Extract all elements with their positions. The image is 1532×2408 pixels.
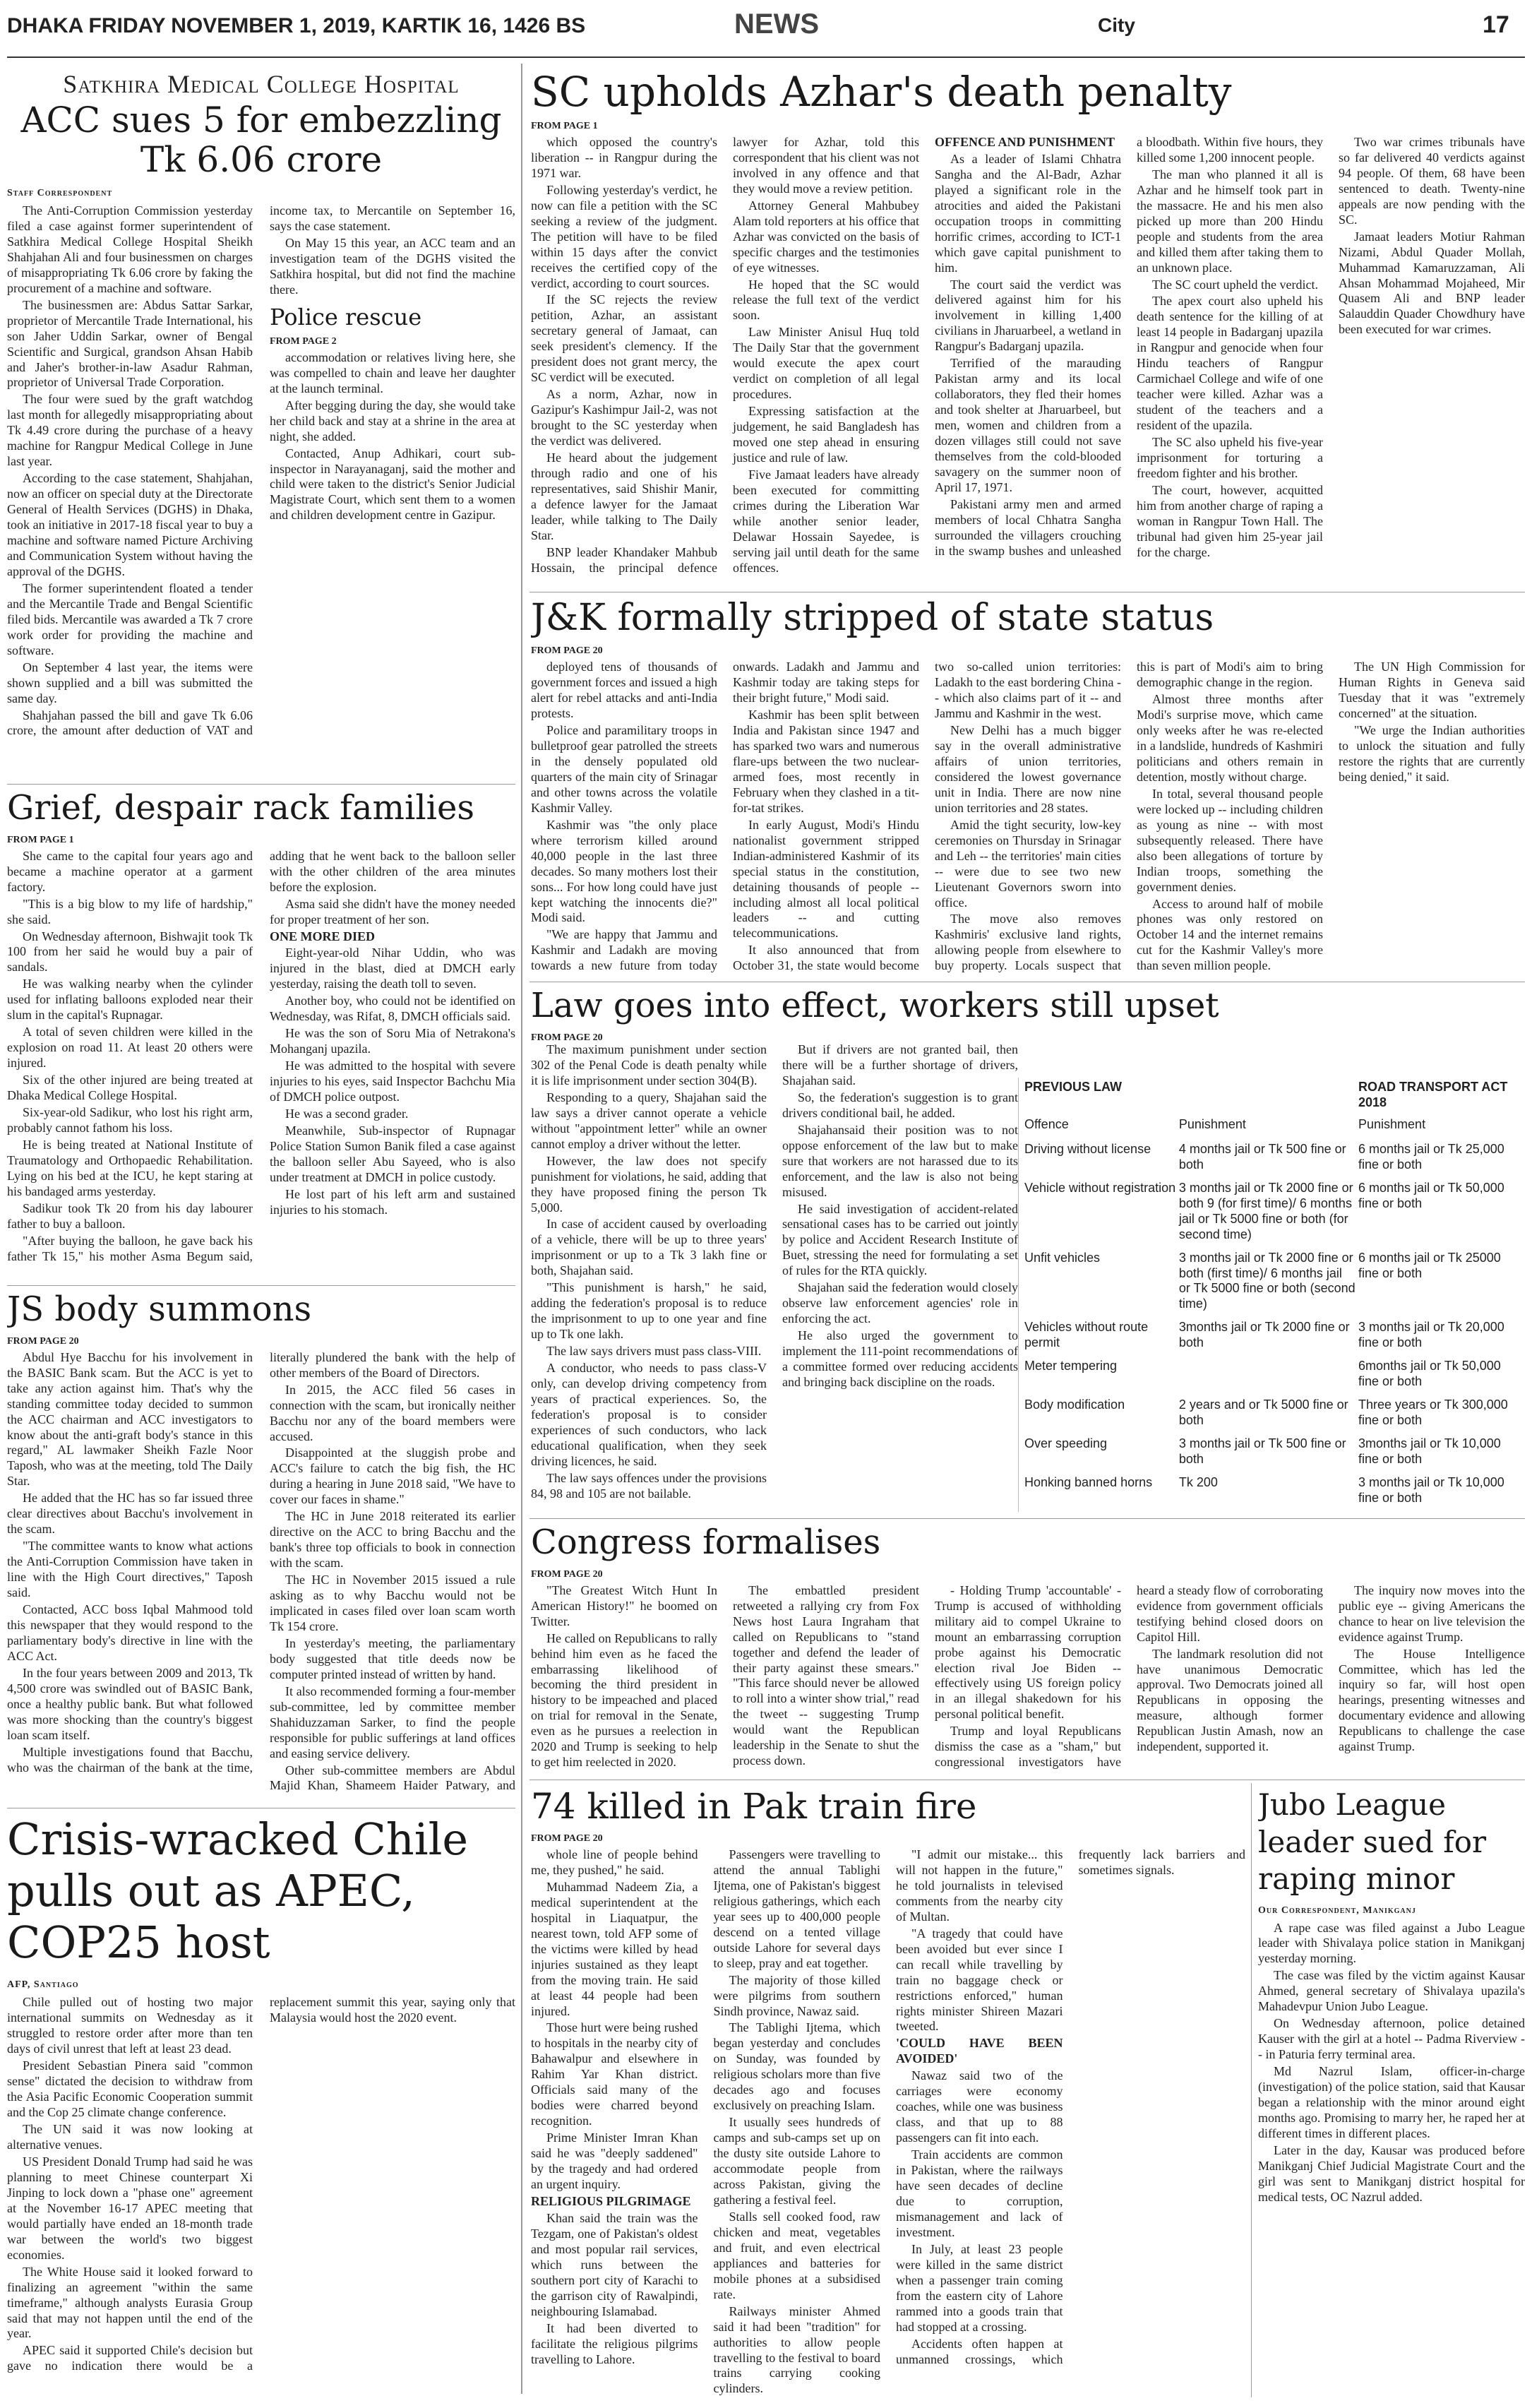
paragraph: Abdul Hye Bacchu for his involvement in the BASIC Bank scam. But the ACC is yet to take any action against him. That's why the standing committee today decided to summon the ACC chairman and ACC investigators to know about the anti-graft body's stance in this regard," AL lawmaker Sheikh Fazle Noor Taposh, who was at the meeting, told The Daily Star. <box>7 1349 253 1489</box>
paragraph: Other sub-committee members are Abdul Majid Khan, Shameem Haider Patwary, and <box>270 1763 515 1793</box>
paragraph: New Delhi has a much bigger say in the overall administrative affairs of union territories, considered the lowest governance unit in India. There are now nine union territories and 28 states. <box>935 723 1121 815</box>
column-rule-left <box>521 64 522 2394</box>
paragraph: The landmark resolution did not have unanimous Democratic approval. Two Democrats joined all Republicans in opposing the measure, although former Republican Justin Amash, now an independent, supported it. <box>1137 1646 1323 1754</box>
paragraph: In the four years between 2009 and 2013, Tk 4,500 crore was swindled out of BASIC Bank, once a healthy public bank. But what followed was more shocking than the country's biggest loan scam itself. <box>7 1665 253 1742</box>
paragraph: US President Donald Trump had said he was planning to meet Chinese counterpart Xi Jinping to lock down a "phase one" agreement at the November 16-17 APEC meeting that would partially have ended an 18-month trade war between the world's two biggest economies. <box>7 2154 253 2262</box>
story-headline: 74 killed in Pak train fire <box>531 1787 977 1827</box>
paragraph: The UN High Commission for Human Rights in Geneva said Tuesday that it was "extremely concerned" at the situation. <box>1339 660 1525 721</box>
paragraph: The HC in June 2018 reiterated its earlier directive on the ACC to bring Bacchu and the bank's three top officials to book in connection with the scam. <box>270 1509 515 1570</box>
story-body <box>531 135 1525 587</box>
table-row <box>1024 1434 1523 1473</box>
paragraph: Kashmir was "the only place where terrorism killed around 40,000 people in the last three decades. So many mothers lost their sons... For how long could have just kept watching the innocents die?" Modi said. <box>531 817 717 925</box>
paragraph: On May 15 this year, an ACC team and an investigation team of the DGHS visited the Satkhira hospital, but did not find the machine there. <box>270 235 515 297</box>
story-dateline: FROM PAGE 20 <box>531 1032 603 1043</box>
subsection-name: City <box>1098 14 1135 36</box>
story-dateline: FROM PAGE 20 <box>531 1568 603 1580</box>
paragraph: He hoped that the SC would release the full text of the verdict soon. <box>733 277 919 323</box>
paragraph: The apex court also upheld his death sentence for the killing of at least 14 people in Badarganj upazila in Rangpur and genocide when four Hindu teachers of Rangpur Carmichael College and wife of one teacher were killed. Azhar was a student of the teachers and a resident of the upazila. <box>1137 294 1323 433</box>
previous-punishment-cell: 3 months jail or Tk 500 fine or both <box>1178 1436 1346 1467</box>
new-punishment-cell: 6months jail or Tk 50,000 fine or both <box>1358 1359 1501 1389</box>
paragraph: It had been diverted to facilitate the religious pilgrims travelling to Lahore. <box>531 2320 698 2366</box>
paragraph: She came to the capital four years ago and became a machine operator at a garment factory. <box>7 848 253 894</box>
story-law-effect <box>531 987 1525 1513</box>
rule-under-acc <box>7 784 515 785</box>
table-row <box>1024 1179 1523 1248</box>
rule-under-law <box>529 1518 1525 1519</box>
paragraph: He was a second grader. <box>285 1107 409 1121</box>
paragraph: Kashmir has been split between India and Pakistan since 1947 and has sparked two wars and numerous flare-ups between the two nuclear-armed foes, most recently in February when they clashed in a tit-for-tat strikes. <box>733 708 919 815</box>
paragraph: Train accidents are common in Pakistan, where the railways have seen decades of decline due to corruption, mismanagement and lack of investment. <box>896 2147 1063 2239</box>
offence-cell: Vehicle without registration <box>1024 1180 1176 1195</box>
paragraph: In case of accident caused by overloading of a vehicle, there will be up to three years' imprisonment or up to a Tk 3 lakh fine or both, Shajahan said. <box>531 1217 767 1278</box>
paragraph: Later in the day, Kausar was produced before Manikganj Chief Judicial Magistrate Court and the girl was sent to Manikganj district hospital for medical tests, OC Nazrul added. <box>1258 2142 1525 2204</box>
paragraph: Another boy, who could not be identified on Wednesday, was Rifat, 8, DMCH officials said. <box>270 994 515 1024</box>
paragraph: It also announced that from October 31, the state would become two so-called union territories: Ladakh to the east bordering China -- which also claims part of it -- and Jammu and Kashmir in the west. <box>733 660 1121 973</box>
new-punishment-cell: Three years or Tk 300,000 fine or both <box>1358 1397 1508 1428</box>
rule-left-pak-jubo <box>1251 1783 1252 2397</box>
paragraph: He said investigation of accident-related sensational cases has to be carried out jointly by police and Accident Research Institute of Buet, stressing the need for formulating a set of rules for the RTA quickly. <box>782 1201 1018 1278</box>
paragraph: The majority of those killed were pilgrims from southern Sindh province, Nawaz said. <box>713 1972 880 2018</box>
paragraph: "This is a big blow to my life of hardship," she said. <box>7 896 253 926</box>
paragraph: Multiple investigations found that Bacchu, who was the chairman of the bank at the time, literally plundered the bank with the help of other members of the Board of Directors. <box>7 1349 515 1775</box>
paragraph: BNP leader Khandaker Mahbub Hossain, the principal defence lawyer for Azhar, told this correspondent that his client was not involved in any offence and that they would move a review petition. <box>531 134 919 575</box>
paragraph: In total, several thousand people were locked up -- including children as young as nine -- with most subsequently released. There have also been allegations of torture by Indian troops, something the government denies. <box>1137 786 1323 894</box>
paragraph: A total of seven children were killed in the explosion on road 11. At least 20 others were injured. <box>7 1025 253 1071</box>
paragraph: He heard about the judgement through radio and one of his representatives, said Shishir Manir, a defence lawyer for the Jamaat leader, while talking to The Daily Star. <box>531 451 717 542</box>
paragraph: Contacted, Anup Adhikari, court sub-inspector in Narayanaganj, said the mother and child were taken to the district's Senior Judicial Magistrate Court, which sent them to a women and children development centre in Gazipur. <box>270 446 515 523</box>
previous-punishment-cell: 4 months jail or Tk 500 fine or both <box>1178 1141 1346 1172</box>
column-header-punishment-previous: Punishment <box>1178 1116 1246 1131</box>
paragraph: He is being treated at National Institute of Traumatology and Orthopaedic Rehabilitation. Lying on his bed at the ICU, he kept staring at his bandaged arms yesterday. <box>7 1137 253 1198</box>
table-row <box>1024 1395 1523 1434</box>
story-jubo-league <box>1258 1787 1525 2400</box>
column-header-offence: Offence <box>1024 1116 1069 1131</box>
story-body <box>531 660 1525 977</box>
paragraph: Almost three months after Modi's surprise move, which came only weeks after he was re-elected in a landslide, hundreds of Kashmiri politicians and others remain in detention, mostly without charge. <box>1137 692 1323 784</box>
paragraph: Expressing satisfaction at the judgement, he said Bangladesh has moved one step ahead in ensuring justice and rule of law. <box>733 404 919 465</box>
offence-cell: Honking banned horns <box>1024 1475 1153 1490</box>
paragraph: He also urged the government to implement the 111-point recommendations of a committee formed over reducing accidents and bringing back discipline on the roads. <box>782 1328 1018 1390</box>
paragraph: accommodation or relatives living here, she was compelled to chain and leave her daughter at the launch terminal. <box>270 350 515 395</box>
paragraph: It also recommended forming a four-member sub-committee, led by committee member Shahiduzzaman Sarker, to find the people responsible for public sufferings at land offices and easing service delivery. <box>270 1683 515 1760</box>
story-body <box>7 1350 515 1802</box>
previous-punishment-cell <box>1179 1357 1358 1395</box>
story-headline: JS body summons <box>7 1291 312 1329</box>
paragraph: Chile pulled out of hosting two major international summits on Wednesday as it struggled to restore order after more than ten days of civil unrest that left at least 23 dead. <box>7 1995 253 2056</box>
paragraph: The law says drivers must pass class-VIII. <box>546 1344 762 1359</box>
offence-cell: Body modification <box>1024 1397 1125 1412</box>
paragraph: As a norm, Azhar, now in Gazipur's Kashimpur Jail-2, was not brought to the SC yesterday when the verdict was delivered. <box>531 387 717 448</box>
story-byline: AFP, Santiago <box>7 1979 79 1991</box>
story-dateline: FROM PAGE 20 <box>531 645 603 657</box>
paragraph: Shajahan said the federation would closely observe law enforcement agencies' role in enforcing the act. <box>782 1280 1018 1326</box>
paragraph: "We are happy that Jammu and Kashmir and Ladakh are moving towards a new future from today onwards. Ladakh and Jammu and Kashmir today are taking steps for their bright future," Modi said. <box>531 660 919 973</box>
paragraph: "A tragedy that could have been avoided but ever since I can recall while travelling by train no baggage check or restrictions enforced," human rights minister Shireen Mazari tweeted. <box>896 1926 1063 2034</box>
paragraph: The HC in November 2015 issued a rule asking as to why Bacchu would not be implicated in cases filed over loan scam worth Tk 154 crore. <box>270 1573 515 1633</box>
paragraph: As a leader of Islami Chhatra Sangha and the Al-Badr, Azhar played a significant role in the atrocities and aided the Pakistani occupation troops in committing horrific crimes, according to ICT-1 which gave capital punishment to him. <box>935 151 1121 275</box>
paragraph: Six of the other injured are being treated at Dhaka Medical College Hospital. <box>7 1073 253 1103</box>
paragraph: The law says offences under the provisions 84, 98 and 105 are not bailable. <box>531 1470 767 1501</box>
paragraph: "This punishment is harsh," he said, adding the federation's proposal is to reduce the imprisonment to up to one year and fine up to Tk one lakh. <box>531 1280 767 1342</box>
offence-cell: Vehicles without route permit <box>1024 1320 1149 1350</box>
offence-cell: Over speeding <box>1024 1436 1108 1451</box>
paragraph: He lost part of his left arm and sustained injuries to his stomach. <box>270 1186 515 1217</box>
paragraph: Amid the tight security, low-key ceremonies on Thursday in Srinagar and Leh -- the territories' main cities -- were due to see two new Lieutenant Governors sworn into office. <box>935 817 1121 910</box>
story-body <box>1258 1921 1525 2373</box>
paragraph: The court, however, acquitted him from another charge of raping a woman in Rangpur Town Hall. The tribunal had given him 25-year jail for the charge. <box>1137 482 1323 559</box>
story-pak-train-fire <box>531 1787 1245 2400</box>
paragraph: Md Nazrul Islam, officer-in-charge (investigation) of the police station, said that Kausar began a relationship with the minor around eight months ago. Promising to marry her, he raped her at different times in different places. <box>1258 2064 1525 2140</box>
paragraph: But if drivers are not granted bail, then there will be a further shortage of drivers, Shajahan said. <box>782 1042 1018 1087</box>
paragraph: Asma said she didn't have the money needed for proper treatment of her son. <box>270 896 515 926</box>
new-punishment-cell: 6 months jail or Tk 50,000 fine or both <box>1358 1180 1504 1210</box>
offence-cell: Unfit vehicles <box>1024 1250 1101 1265</box>
previous-punishment-cell: 2 years and or Tk 5000 fine or both <box>1178 1397 1348 1428</box>
story-grief-despair <box>7 789 515 1282</box>
issue-date: DHAKA FRIDAY NOVEMBER 1, 2019, KARTIK 16, 1426 BS <box>7 14 586 37</box>
paragraph: Six-year-old Sadikur, who lost his right arm, probably cannot fathom his loss. <box>7 1105 253 1135</box>
story-body <box>7 1995 515 2390</box>
previous-punishment-cell: Tk 200 <box>1178 1475 1218 1490</box>
paragraph: - Holding Trump 'accountable' - Trump is accused of withholding military aid to compel Ukraine to mount an embarrassing corruption probe against his Democratic election rival Joe Biden -- effectively using US foreign policy in an illegal shakedown for his personal political benefit. <box>935 1583 1121 1722</box>
paragraph: The man who planned it all is Azhar and he himself took part in the massacre. He and his men also picked up more than 200 Hindu people and students from the area and killed them after taking them to an unknown place. <box>1137 167 1323 275</box>
paragraph: The inquiry now moves into the public eye -- giving Americans the chance to hear on live television the evidence against Trump. <box>1339 1583 1525 1644</box>
paragraph: The House Intelligence Committee, which has led the inquiry so far, will host open hearings, presenting witnesses and documentary evidence and allowing Republicans to challenge the case against Trump. <box>1339 1646 1525 1754</box>
story-congress-formalises <box>531 1524 1525 1777</box>
story-subhead: OFFENCE AND PUNISHMENT <box>935 134 1115 149</box>
previous-punishment-cell: 3months jail or Tk 2000 fine or both <box>1178 1320 1350 1350</box>
paragraph: It usually sees hundreds of camps and sub-camps set up on the dusty site outside Lahore to accommodate people from across Pakistan, giving the gathering a festival feel. <box>713 2115 880 2207</box>
story-dateline: FROM PAGE 1 <box>7 834 74 845</box>
offence-cell: Driving without license <box>1024 1141 1151 1156</box>
paragraph: On Wednesday afternoon, police detained Kauser with the girl at a hotel -- Padma Riverview -- in Paturia ferry terminal area. <box>1258 2016 1525 2062</box>
paragraph: deployed tens of thousands of government forces and issued a high alert for rebel attacks and anti-India protests. <box>531 660 717 721</box>
paragraph: Attorney General Mahbubey Alam told reporters at his office that Azhar was convicted on the basis of specific charges and the testimonies of eye witnesses. <box>733 198 919 275</box>
paragraph: He called on Republicans to rally behind him even as he faced the embarrassing likelihood of becoming the third president in history to be impeached and placed on trial for removal in the Senate, even as he pursues a reelection in 2020 and Trump is seeking to help to get him reelected in 2020. <box>531 1631 717 1770</box>
paragraph: Stalls sell cooked food, raw chicken and meat, vegetables and fruit, and even electrical appliances and batteries for mobile phones at a subsidised rate. <box>713 2209 880 2301</box>
paragraph: In 2015, the ACC filed 56 cases in connection with the scam, but ironically neither Bacchu nor any of the board members were accused. <box>270 1382 515 1443</box>
paragraph: According to the case statement, Shahjahan, now an officer on special duty at the Directorate General of Health Services (DGHS) in Dhaka, took an initiative in 2017-18 fiscal year to buy a machine and software named Picture Archiving and Communication System without having the approval of the DGHS. <box>7 471 253 578</box>
column-header-punishment-new: Punishment <box>1358 1116 1426 1131</box>
paragraph: In July, at least 23 people were killed in the same district when a passenger train coming from the eastern city of Lahore rammed into a goods train that had stopped at a crossing. <box>896 2241 1063 2334</box>
paragraph: "We urge the Indian authorities to unlock the situation and fully restore the rights that are currently being denied," it said. <box>1339 723 1525 784</box>
paragraph: A rape case was filed against a Jubo League leader with Shivalaya police station in Manikganj yesterday morning. <box>1258 1920 1525 1966</box>
new-punishment-cell: 3 months jail or Tk 20,000 fine or both <box>1358 1320 1504 1350</box>
story-body <box>7 849 515 1280</box>
paragraph: The Anti-Corruption Commission yesterday filed a case against former superintendent of Satkhira Medical College Hospital Sheikh Shahjahan Ali and four businessmen on charges of misappropriating Tk 6.06 crore by faking the procurement of a machine and software. <box>7 203 253 295</box>
paragraph: On September 4 last year, the items were shown supplied and a bill was submitted the same day. <box>7 660 253 705</box>
previous-punishment-cell: 3 months jail or Tk 2000 fine or both 9 (for first time)/ 6 months jail or Tk 5000 fine or both (for second time) <box>1178 1180 1353 1241</box>
table-title-previous-law: PREVIOUS LAW <box>1024 1080 1123 1094</box>
paragraph: Jamaat leaders Motiur Rahman Nizami, Abdul Quader Mollah, Muhammad Kamaruzzaman, Ali Ahsan Mohammad Mojaheed, Mir Quasem Ali and BNP leader Salauddin Quader Chowdhury have been executed for war crimes. <box>1339 229 1525 337</box>
paragraph: The SC court upheld the verdict. <box>1152 277 1318 292</box>
story-dateline: FROM PAGE 20 <box>531 1833 603 1844</box>
paragraph: Pakistani army men and armed members of local Chhatra Sangha surrounded the villagers crouching in the swamp bushes and unleashed a bloodbath. Within five hours, they killed some 1,200 innocent people. <box>935 134 1323 558</box>
paragraph: Railways minister Ahmed said it had been "tradition" for authorities to allow people travelling to the festival to board trains carrying cooking cylinders. <box>713 2303 880 2396</box>
paragraph: A conductor, who needs to pass class-V only, can develop driving competency from years of practical experiences. So, the federation's proposal is to consider experiences of such conductors, who lack educational qualification, when they seek driving licences, he said. <box>531 1361 767 1468</box>
paragraph: In yesterday's meeting, the parliamentary body suggested that title deeds now be computer printed instead of written by hand. <box>270 1635 515 1681</box>
paragraph: The embattled president retweeted a rallying cry from Fox News host Laura Ingraham that called on Republicans to "stand together and defend the leader of their party against these smears." "This farce should never be allowed to roll into a winter show trial," read the tweet -- suggesting Trump would want the Republican leadership in the Senate to shut the process down. <box>733 1583 919 1768</box>
section-name: NEWS <box>734 8 819 40</box>
table-row <box>1024 1248 1523 1318</box>
story-headline: SC upholds Azhar's death penalty <box>531 69 1232 116</box>
story-byline: Staff Correspondent <box>7 188 113 198</box>
story-subhead: ONE MORE DIED <box>270 929 376 943</box>
story-byline: Our Correspondent, Manikganj <box>1258 1905 1416 1916</box>
paragraph: Accidents often happen at unmanned crossings, which frequently lack barriers and sometimes signals. <box>896 1847 1245 2366</box>
paragraph: The court said the verdict was delivered against him for his involvement in killing 1,400 civilians in Jharuarbeel, a wetland in Rangpur's Badarganj upazila. <box>935 277 1121 354</box>
story-js-body-summons <box>7 1291 515 1805</box>
paragraph: He added that the HC has so far issued three clear directives about Bacchu's involvement in the scam. <box>7 1491 253 1537</box>
paragraph: Contacted, ACC boss Iqbal Mahmood told this newspaper that they would respond to the parliamentary body's directive in line with the ACC Act. <box>7 1602 253 1663</box>
story-subhead: RELIGIOUS PILGRIMAGE <box>531 2193 691 2208</box>
paragraph: After begging during the day, she would take her child back and stay at a shrine in the area at night, she added. <box>270 398 515 443</box>
story-headline: ACC sues 5 for embezzling Tk 6.06 crore <box>20 100 502 180</box>
story-jk-status <box>531 597 1525 979</box>
table-row <box>1024 1357 1523 1395</box>
story-dateline: FROM PAGE 2 <box>270 335 337 347</box>
story-body <box>531 1583 1525 1775</box>
paragraph: He was admitted to the hospital with severe injuries to his eyes, said Inspector Bachchu Mia of DMCH police outpost. <box>270 1059 515 1104</box>
story-headline: Jubo League leader sued for raping minor <box>1258 1787 1487 1896</box>
story-acc-sues <box>7 69 515 779</box>
paragraph: Five Jamaat leaders have already been executed for committing crimes during the Liberation War while another senior leader, Delawar Hossain Sayedee, is serving jail until death for the same offences. <box>733 467 919 575</box>
paragraph: Shajahansaid their position was to not oppose enforcement of the law but to make sure that workers are not harassed due to its enforcement, and the law is also not being misused. <box>782 1122 1018 1199</box>
paragraph: APEC said it supported Chile's decision but gave no indication there would be a replacement summit this year, saying only that Malaysia would host the 2020 event. <box>7 1995 515 2373</box>
paragraph: He was the son of Soru Mia of Netrakona's Mohanganj upazila. <box>270 1026 515 1056</box>
story-chile-apec <box>7 1813 515 2400</box>
paragraph: which opposed the country's liberation -- in Rangpur during the 1971 war. <box>531 134 717 180</box>
previous-punishment-cell: 3 months jail or Tk 2000 fine or both (first time)/ 6 months jail or Tk 5000 fine or both (second time) <box>1178 1250 1356 1311</box>
paragraph: Prime Minister Imran Khan said he was "deeply saddened" by the tragedy and had ordered an urgent inquiry. <box>531 2130 698 2192</box>
new-punishment-cell: 6 months jail or Tk 25000 fine or both <box>1358 1250 1501 1280</box>
table-title-road-transport-act: ROAD TRANSPORT ACT 2018 <box>1358 1080 1508 1109</box>
paragraph: So, the federation's suggestion is to grant drivers conditional bail, he added. <box>782 1090 1018 1120</box>
paragraph: Access to around half of mobile phones was only restored on October 14 and the internet remains cut for the Kashmir Valley's more than seven million people. <box>1137 896 1323 973</box>
paragraph: In early August, Modi's Hindu nationalist government stripped Indian-administered Kashmir of its special status in the constitution, detaining thousands of people -- including almost all local political leaders -- and cutting telecommunications. <box>733 817 919 941</box>
paragraph: "The committee wants to know what actions the Anti-Corruption Commission have taken in line with the High Court directives," Taposh said. <box>7 1539 253 1600</box>
paragraph: The former superintendent floated a tender and the Mercantile Trade and Bengal Scientific filed bids. Mercantile was awarded a Tk 7 crore work order for providing the machine and software. <box>7 580 253 657</box>
paragraph: Nawaz said two of the carriages were economy coaches, while one was business class, and that up to 88 passengers can fit into each. <box>896 2068 1063 2145</box>
paragraph: Police and paramilitary troops in bulletproof gear patrolled the streets in the densely populated old quarters of the main city of Srinagar and other towns across the volatile Kashmir Valley. <box>531 723 717 815</box>
story-subhead-police-rescue: Police rescue <box>270 303 422 330</box>
paragraph: Khan said the train was the Tezgam, one of Pakistan's oldest and most popular rail services, which runs between the southern port city of Karachi to the garrison city of Rawalpindi, neighbouring Islamabad. <box>531 2210 698 2318</box>
paragraph: The UN said it was now looking at alternative venues. <box>7 2122 253 2152</box>
story-headline: Grief, despair rack families <box>7 789 475 828</box>
paragraph: Law Minister Anisul Huq told The Daily Star that the government would execute the apex court verdict on completion of all legal procedures. <box>733 325 919 402</box>
story-body <box>531 1042 1018 1508</box>
paragraph: On Wednesday afternoon, Bishwajit took Tk 100 from her said he would buy a pair of sandals. <box>7 929 253 974</box>
paragraph: The case was filed by the victim against Kausar Ahmed, general secretary of Shivalaya upazila's Mahadevpur Union Jubo League. <box>1258 1968 1525 2014</box>
paragraph: "I admit our mistake... this will not happen in the future," he told journalists in televised comments from the nearby city of Multan. <box>896 1847 1063 1924</box>
paragraph: The SC also upheld his five-year imprisonment for torturing a freedom fighter and his brother. <box>1137 435 1323 480</box>
paragraph: Sadikur took Tk 20 from his day labourer father to buy a balloon. <box>7 1200 253 1231</box>
paragraph: The move also removes Kashmiris' exclusive land rights, allowing people from elsewhere to buy property. Locals suspect that this is part of Modi's aim to bring demographic change in the region. <box>935 660 1323 973</box>
table-row <box>1024 1140 1523 1179</box>
story-dateline: FROM PAGE 1 <box>531 120 598 131</box>
paragraph: The maximum punishment under section 302 of the Penal Code is death penalty while it is life imprisonment under section 304(B). <box>531 1042 767 1087</box>
story-sc-upholds <box>531 69 1525 588</box>
paragraph: The Tablighi Ijtema, which began yesterday and concludes on Sunday, was founded by religious scholars more than five decades ago and focuses exclusively on preaching Islam. <box>713 2020 880 2113</box>
offence-cell: Meter tempering <box>1024 1359 1118 1373</box>
paragraph: Following yesterday's verdict, he now can file a petition with the SC seeking a review of the judgment. The petition will have to be filed within 15 days after the convict receives the certified copy of the verdict, according to court sources. <box>531 182 717 290</box>
paragraph: If the SC rejects the review petition, Azhar, an assistant secretary general of Jamaat, can seek president's clemency. If the president does not grant mercy, the SC verdict will be executed. <box>531 292 717 385</box>
rule-under-grief <box>7 1285 515 1286</box>
penalty-comparison-table <box>1018 1078 1523 1512</box>
paragraph: The White House said it looked forward to finalizing an agreement "within the same timeframe," although analysts Eurasia Group said that may not happen until the end of the year. <box>7 2264 253 2341</box>
paragraph: He was walking nearby when the cylinder used for inflating balloons exploded near their slum in the capital's Rupnagar. <box>7 977 253 1023</box>
paragraph: Shahjahan passed the bill and gave Tk 6.06 crore, the amount after deduction of VAT and income tax, to Mercantile on September 16, says the case statement. <box>7 203 515 738</box>
paragraph: Eight-year-old Nihar Uddin, who was injured in the blast, died at DMCH early yesterday, raising the death toll to seven. <box>270 946 515 991</box>
paragraph: Muhammad Nadeem Zia, a medical superintendent at the hospital in Liaquatpur, the nearest town, told AFP some of the victims were killed by head injuries sustained as they leapt from the moving train. He said at least 44 people had been injured. <box>531 1879 698 2018</box>
paragraph: Meanwhile, Sub-inspector of Rupnagar Police Station Sumon Banik filed a case against the balloon seller Abu Sayeed, who is also under treatment at DMCH in police custody. <box>270 1123 515 1184</box>
paragraph: However, the law does not specify punishment for violations, he said, adding that they have proposed fining the person Tk 5,000. <box>531 1153 767 1215</box>
new-punishment-cell: 6 months jail or Tk 25,000 fine or both <box>1358 1141 1504 1172</box>
paragraph: whole line of people behind me, they pushed," he said. <box>531 1847 698 1877</box>
table-row <box>1024 1318 1523 1357</box>
paragraph: Two war crimes tribunals have so far delivered 40 verdicts against 94 people. Of them, 68 have been sentenced to death. Twenty-nine appeals are now pending with the SC. <box>1339 134 1525 227</box>
story-dateline: FROM PAGE 20 <box>7 1335 79 1347</box>
new-punishment-cell: 3months jail or Tk 10,000 fine or both <box>1358 1436 1501 1467</box>
story-subhead: 'COULD HAVE BEEN AVOIDED' <box>896 2036 1063 2066</box>
story-headline: J&K formally stripped of state status <box>531 597 1214 639</box>
paragraph: Disappointed at the sluggish probe and ACC's failure to catch the big fish, the HC during a hearing in June 2018 said, "We have to cover our faces in shame." <box>270 1446 515 1507</box>
story-headline: Congress formalises <box>531 1524 881 1562</box>
paragraph: "The Greatest Witch Hunt In American History!" he boomed on Twitter. <box>531 1583 717 1628</box>
paragraph: The businessmen are: Abdus Sattar Sarkar, proprietor of Mercantile Trade International, his son Jaher Uddin Sarkar, owner of Bengal Scientific and Surgical, grandson Ahsan Habib and Jaher's brother-in-law Asadur Rahman, proprietor of Universal Trade Corporation. <box>7 297 253 390</box>
table-row <box>1024 1473 1523 1512</box>
paragraph: Terrified of the marauding Pakistan army and its local collaborators, they fled their homes and took shelter at Jharuarbeel, but men, women and children from a dozen villages still could not save themselves from the cold-blooded savagery on the summer noon of April 17, 1971. <box>935 356 1121 494</box>
paragraph: Those hurt were being rushed to hospitals in the nearby city of Bahawalpur and elsewhere in Rahim Yar Khan district. Officials said many of the bodies were charred beyond recognition. <box>531 2020 698 2128</box>
story-headline: Law goes into effect, workers still upset <box>531 987 1219 1025</box>
page-masthead <box>7 4 1525 58</box>
story-body <box>531 1847 1245 2398</box>
paragraph: Trump and loyal Republicans dismiss the case as a "sham," but congressional investigators have heard a steady flow of corroborating evidence from government officials testifying behind closed doors on Capitol Hill. <box>935 1583 1323 1770</box>
story-kicker: Satkhira Medical College Hospital <box>63 70 460 98</box>
paragraph: "After buying the balloon, he gave back his father Tk 15," his mother Asma Begum said, adding that he went back to the balloon seller with the other children of the area minutes before the explosion. <box>7 848 515 1263</box>
paragraph: The four were sued by the graft watchdog last month for allegedly misappropriating about Tk 4.49 crore during the purchase of a heavy machine for Rangpur Medical College in June last year. <box>7 392 253 469</box>
paragraph: Passengers were travelling to attend the annual Tablighi Ijtema, one of Pakistan's biggest religious gatherings, which each year sees up to 400,000 people descend on a tented village outside Lahore for several days to sleep, pray and eat together. <box>713 1847 880 1970</box>
paragraph: President Sebastian Pinera said "common sense" dictated the decision to withdraw from the Asia Pacific Economic Cooperation summit and the Cop 25 climate change conference. <box>7 2058 253 2120</box>
story-body <box>7 203 515 768</box>
story-headline: Crisis-wracked Chile pulls out as APEC, COP25 host <box>7 1813 469 1969</box>
new-punishment-cell: 3 months jail or Tk 10,000 fine or both <box>1358 1475 1504 1505</box>
paragraph: Responding to a query, Shajahan said the law says a driver cannot operate a vehicle without "appointment letter" while an owner cannot employ a driver without the letter. <box>531 1090 767 1151</box>
page-number: 17 <box>1483 11 1509 38</box>
